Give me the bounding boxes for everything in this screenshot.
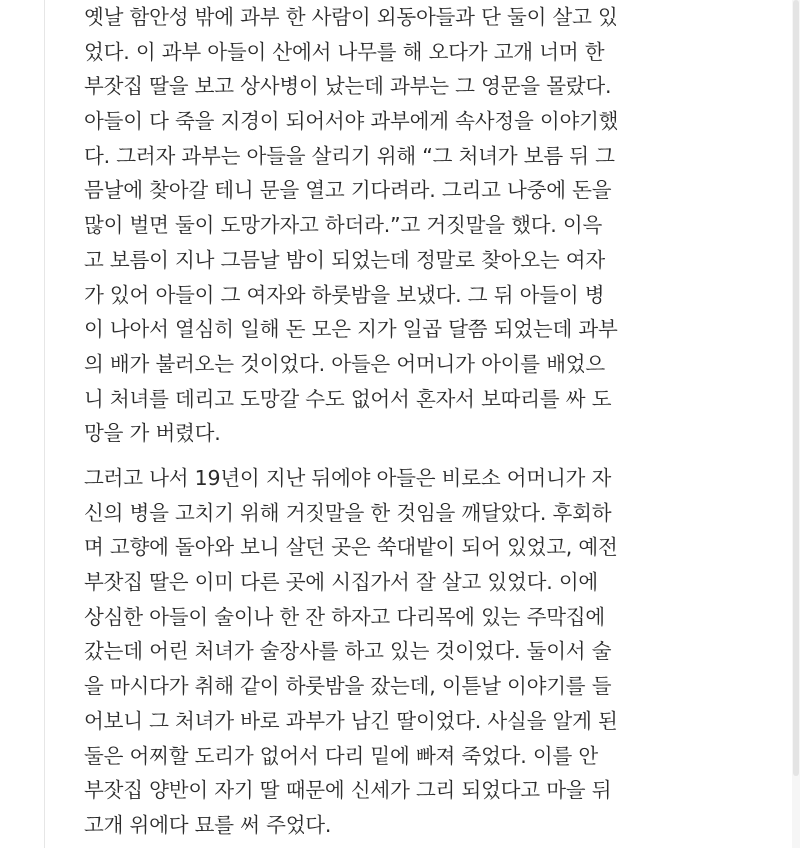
text-line: 신의 병을 고치기 위해 거짓말을 한 것임을 깨달았다. 후회하 <box>84 500 612 525</box>
text-line: 부잣집 딸은 이미 다른 곳에 시집가서 잘 살고 있었다. 이에 <box>84 570 599 595</box>
text-line: 아들이 다 죽을 지경이 되어서야 과부에게 속사정을 이야기했 <box>84 109 619 134</box>
text-line: 고개 위에다 묘를 써 주었다. <box>84 812 332 837</box>
text-line: 부잣집 딸을 보고 상사병이 났는데 과부는 그 영문을 몰랐다. <box>84 74 612 99</box>
text-line: 었다. 이 과부 아들이 산에서 나무를 해 오다가 고개 너머 한 <box>84 39 605 64</box>
text-line: 그러고 나서 19년이 지난 뒤에야 아들은 비로소 어머니가 자 <box>84 466 612 490</box>
text-line: 며 고향에 돌아와 보니 살던 곳은 쑥대밭이 되어 있었고, 예전 <box>84 535 618 560</box>
text-line: 고 보름이 지나 그믐날 밤이 되었는데 정말로 찾아오는 여자 <box>84 247 606 272</box>
text-line: 니 처녀를 데리고 도망갈 수도 없어서 혼자서 보따리를 싸 도 <box>84 386 612 411</box>
text-line: 믐날에 찾아갈 테니 문을 열고 기다려라. 그리고 나중에 돈을 <box>84 178 612 203</box>
text-line: 망을 가 버렸다. <box>84 421 221 446</box>
text-line: 어보니 그 처녀가 바로 과부가 남긴 딸이었다. 사실을 알게 된 <box>84 708 618 733</box>
scrollbar-thumb[interactable] <box>793 0 799 776</box>
text-line: 상심한 아들이 술이나 한 잔 하자고 다리목에 있는 주막집에 <box>84 604 606 629</box>
text-line: 가 있어 아들이 그 여자와 하룻밤을 보냈다. 그 뒤 아들이 병 <box>84 282 605 307</box>
left-divider <box>44 0 45 848</box>
text-line: 많이 벌면 둘이 도망가자고 하더라.”고 거짓말을 했다. 이윽 <box>84 213 603 238</box>
paragraph-1 <box>84 0 694 451</box>
paragraph-2 <box>84 461 694 843</box>
text-line: 의 배가 불러오는 것이었다. 아들은 어머니가 아이를 배었으 <box>84 351 606 376</box>
scrollbar-track[interactable] <box>792 0 800 848</box>
text-line: 을 마시다가 취해 같이 하룻밤을 잤는데, 이튿날 이야기를 들 <box>84 674 612 699</box>
text-line: 이 나아서 열심히 일해 돈 모은 지가 일곱 달쯤 되었는데 과부 <box>84 317 618 342</box>
text-line: 다. 그러자 과부는 아들을 살리기 위해 “그 처녀가 보름 뒤 그 <box>84 143 615 168</box>
text-line: 갔는데 어린 처녀가 술장사를 하고 있는 것이었다. 둘이서 술 <box>84 639 612 664</box>
text-line: 옛날 함안성 밖에 과부 한 사람이 외동아들과 단 둘이 살고 있 <box>84 5 618 29</box>
text-line: 부잣집 양반이 자기 딸 때문에 신세가 그리 되었다고 마을 뒤 <box>84 778 612 803</box>
text-line: 둘은 어찌할 도리가 없어서 다리 밑에 빠져 죽었다. 이를 안 <box>84 743 599 768</box>
